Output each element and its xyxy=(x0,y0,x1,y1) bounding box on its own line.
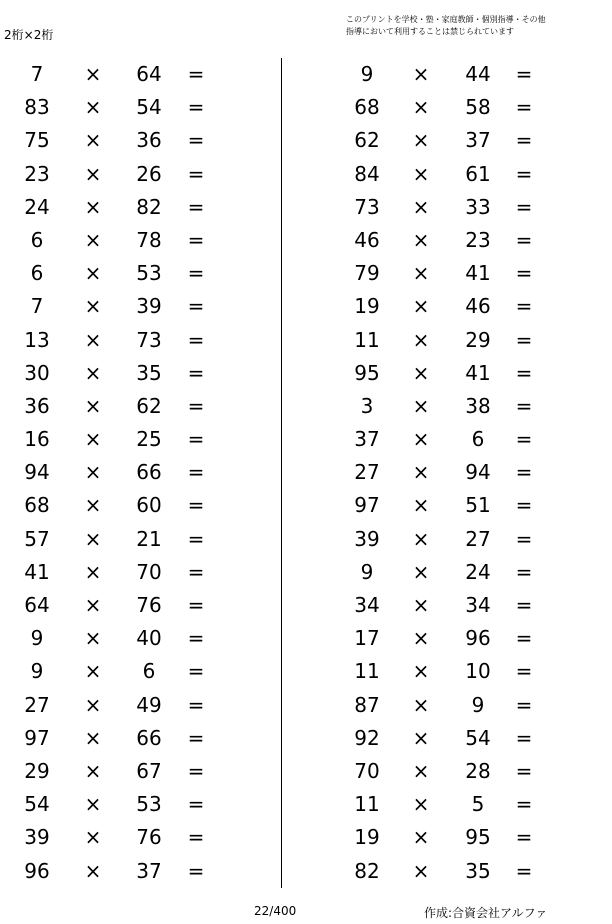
problem-row xyxy=(0,290,280,323)
problem-row xyxy=(0,91,280,124)
multiplicand: 27 xyxy=(354,460,380,485)
equals-sign: = xyxy=(515,128,533,153)
equals-sign: = xyxy=(187,559,205,584)
problem-row xyxy=(0,523,280,556)
equals-sign: = xyxy=(515,261,533,286)
problem-row xyxy=(0,124,280,157)
problem-row xyxy=(0,689,280,722)
multiplicand: 82 xyxy=(354,858,380,883)
multiplier: 27 xyxy=(465,526,491,551)
usage-notice-line-2: 指導において利用することは禁じられています xyxy=(346,27,514,36)
times-sign: × xyxy=(412,393,430,418)
times-sign: × xyxy=(84,261,102,286)
multiplicand: 7 xyxy=(30,294,44,319)
times-sign: × xyxy=(412,725,430,750)
multiplicand: 41 xyxy=(24,559,50,584)
equals-sign: = xyxy=(187,194,205,219)
multiplier: 10 xyxy=(465,659,491,684)
multiplicand: 87 xyxy=(354,692,380,717)
problem-row xyxy=(330,191,610,224)
problem-row xyxy=(330,290,610,323)
multiplicand: 9 xyxy=(360,62,374,86)
problem-row xyxy=(0,821,280,854)
equals-sign: = xyxy=(515,427,533,452)
multiplicand: 68 xyxy=(354,95,380,120)
equals-sign: = xyxy=(187,626,205,651)
equals-sign: = xyxy=(187,758,205,783)
multiplicand: 9 xyxy=(30,659,44,684)
problem-row xyxy=(330,257,610,290)
times-sign: × xyxy=(412,526,430,551)
equals-sign: = xyxy=(187,593,205,617)
problem-row xyxy=(330,755,610,788)
problem-row xyxy=(330,655,610,688)
equals-sign: = xyxy=(515,858,533,883)
multiplier: 23 xyxy=(465,227,491,252)
times-sign: × xyxy=(412,692,430,717)
times-sign: × xyxy=(412,659,430,684)
column-divider xyxy=(281,58,282,888)
equals-sign: = xyxy=(515,460,533,485)
problem-row xyxy=(0,357,280,390)
times-sign: × xyxy=(84,692,102,717)
multiplicand: 19 xyxy=(354,825,380,850)
multiplicand: 68 xyxy=(24,493,50,518)
multiplier: 37 xyxy=(465,128,491,153)
problem-row xyxy=(330,423,610,456)
multiplier: 36 xyxy=(136,128,162,153)
problem-row xyxy=(0,755,280,788)
multiplicand: 16 xyxy=(24,427,50,452)
equals-sign: = xyxy=(515,692,533,717)
equals-sign: = xyxy=(187,460,205,485)
multiplier: 21 xyxy=(136,526,162,551)
multiplicand: 30 xyxy=(24,360,50,385)
problem-row xyxy=(330,788,610,821)
multiplicand: 57 xyxy=(24,526,50,551)
equals-sign: = xyxy=(187,792,205,817)
problem-row xyxy=(0,390,280,423)
multiplicand: 70 xyxy=(354,758,380,783)
multiplier: 51 xyxy=(465,493,491,518)
multiplier: 64 xyxy=(136,62,162,86)
problem-row xyxy=(0,456,280,489)
times-sign: × xyxy=(412,327,430,352)
times-sign: × xyxy=(84,626,102,651)
multiplicand: 94 xyxy=(24,460,50,485)
multiplicand: 54 xyxy=(24,792,50,817)
equals-sign: = xyxy=(515,493,533,518)
problem-row xyxy=(330,556,610,589)
equals-sign: = xyxy=(187,294,205,319)
problem-row xyxy=(0,788,280,821)
multiplicand: 84 xyxy=(354,161,380,186)
equals-sign: = xyxy=(515,161,533,186)
equals-sign: = xyxy=(515,626,533,651)
times-sign: × xyxy=(412,360,430,385)
times-sign: × xyxy=(84,393,102,418)
times-sign: × xyxy=(84,659,102,684)
equals-sign: = xyxy=(515,194,533,219)
multiplier: 82 xyxy=(136,194,162,219)
multiplier: 73 xyxy=(136,327,162,352)
times-sign: × xyxy=(412,792,430,817)
problem-row xyxy=(0,489,280,522)
times-sign: × xyxy=(84,427,102,452)
equals-sign: = xyxy=(187,858,205,883)
multiplier: 94 xyxy=(465,460,491,485)
multiplier: 62 xyxy=(136,393,162,418)
right-problem-column xyxy=(330,58,610,888)
multiplier: 35 xyxy=(465,858,491,883)
problem-row xyxy=(0,655,280,688)
multiplier: 78 xyxy=(136,227,162,252)
problem-row xyxy=(330,855,610,888)
problem-row xyxy=(0,556,280,589)
left-problem-column xyxy=(0,58,280,888)
problem-row xyxy=(330,821,610,854)
multiplicand: 39 xyxy=(24,825,50,850)
multiplicand: 95 xyxy=(354,360,380,385)
times-sign: × xyxy=(412,194,430,219)
equals-sign: = xyxy=(187,725,205,750)
equals-sign: = xyxy=(187,261,205,286)
multiplicand: 29 xyxy=(24,758,50,783)
equals-sign: = xyxy=(187,393,205,418)
problem-row xyxy=(330,390,610,423)
times-sign: × xyxy=(412,427,430,452)
problem-row xyxy=(0,224,280,257)
multiplicand: 9 xyxy=(30,626,44,651)
multiplier: 40 xyxy=(136,626,162,651)
equals-sign: = xyxy=(515,294,533,319)
multiplicand: 3 xyxy=(360,393,374,418)
multiplicand: 75 xyxy=(24,128,50,153)
multiplier: 28 xyxy=(465,758,491,783)
multiplicand: 92 xyxy=(354,725,380,750)
times-sign: × xyxy=(412,227,430,252)
times-sign: × xyxy=(412,460,430,485)
equals-sign: = xyxy=(515,792,533,817)
times-sign: × xyxy=(412,493,430,518)
multiplier: 66 xyxy=(136,460,162,485)
multiplier: 24 xyxy=(465,559,491,584)
times-sign: × xyxy=(84,327,102,352)
times-sign: × xyxy=(412,825,430,850)
multiplier: 66 xyxy=(136,725,162,750)
problem-row xyxy=(0,722,280,755)
equals-sign: = xyxy=(515,227,533,252)
problem-row xyxy=(0,324,280,357)
equals-sign: = xyxy=(187,62,205,86)
times-sign: × xyxy=(84,194,102,219)
multiplicand: 9 xyxy=(360,559,374,584)
times-sign: × xyxy=(84,493,102,518)
times-sign: × xyxy=(84,559,102,584)
times-sign: × xyxy=(84,792,102,817)
problem-row xyxy=(330,357,610,390)
multiplicand: 96 xyxy=(24,858,50,883)
multiplier: 54 xyxy=(136,95,162,120)
multiplicand: 7 xyxy=(30,62,44,86)
multiplier: 76 xyxy=(136,593,162,617)
multiplier: 53 xyxy=(136,261,162,286)
times-sign: × xyxy=(84,725,102,750)
multiplicand: 62 xyxy=(354,128,380,153)
times-sign: × xyxy=(84,825,102,850)
problem-row xyxy=(0,622,280,655)
times-sign: × xyxy=(412,95,430,120)
problem-row xyxy=(0,158,280,191)
equals-sign: = xyxy=(187,360,205,385)
problem-row xyxy=(0,423,280,456)
equals-sign: = xyxy=(187,659,205,684)
times-sign: × xyxy=(412,128,430,153)
equals-sign: = xyxy=(515,725,533,750)
problem-row xyxy=(330,589,610,622)
problem-row xyxy=(330,224,610,257)
multiplier: 76 xyxy=(136,825,162,850)
multiplier: 33 xyxy=(465,194,491,219)
times-sign: × xyxy=(412,559,430,584)
multiplier: 96 xyxy=(465,626,491,651)
multiplicand: 79 xyxy=(354,261,380,286)
problem-row xyxy=(0,589,280,622)
times-sign: × xyxy=(412,261,430,286)
multiplicand: 64 xyxy=(24,593,50,617)
times-sign: × xyxy=(84,62,102,86)
multiplier: 29 xyxy=(465,327,491,352)
problem-row xyxy=(330,689,610,722)
equals-sign: = xyxy=(515,559,533,584)
multiplicand: 34 xyxy=(354,593,380,617)
times-sign: × xyxy=(84,294,102,319)
problem-row xyxy=(0,855,280,888)
equals-sign: = xyxy=(187,526,205,551)
multiplier: 46 xyxy=(465,294,491,319)
problem-row xyxy=(330,523,610,556)
problem-row xyxy=(330,456,610,489)
multiplicand: 36 xyxy=(24,393,50,418)
multiplier: 95 xyxy=(465,825,491,850)
equals-sign: = xyxy=(515,526,533,551)
worksheet-title: 2桁×2桁 xyxy=(4,28,54,42)
times-sign: × xyxy=(412,62,430,86)
times-sign: × xyxy=(84,227,102,252)
multiplicand: 37 xyxy=(354,427,380,452)
problem-row xyxy=(0,58,280,91)
problem-row xyxy=(330,489,610,522)
equals-sign: = xyxy=(187,493,205,518)
problem-row xyxy=(330,158,610,191)
equals-sign: = xyxy=(187,427,205,452)
equals-sign: = xyxy=(187,227,205,252)
multiplicand: 83 xyxy=(24,95,50,120)
times-sign: × xyxy=(412,858,430,883)
multiplicand: 17 xyxy=(354,626,380,651)
multiplier: 25 xyxy=(136,427,162,452)
times-sign: × xyxy=(84,128,102,153)
multiplier: 37 xyxy=(136,858,162,883)
multiplier: 9 xyxy=(471,692,485,717)
times-sign: × xyxy=(412,593,430,617)
problem-row xyxy=(330,124,610,157)
multiplier: 6 xyxy=(471,427,485,452)
equals-sign: = xyxy=(187,692,205,717)
multiplier: 26 xyxy=(136,161,162,186)
problem-row xyxy=(330,91,610,124)
multiplier: 5 xyxy=(471,792,485,817)
problem-row xyxy=(0,257,280,290)
equals-sign: = xyxy=(187,825,205,850)
multiplicand: 13 xyxy=(24,327,50,352)
multiplier: 61 xyxy=(465,161,491,186)
times-sign: × xyxy=(84,526,102,551)
multiplicand: 27 xyxy=(24,692,50,717)
times-sign: × xyxy=(84,858,102,883)
multiplier: 6 xyxy=(142,659,156,684)
multiplier: 41 xyxy=(465,261,491,286)
multiplier: 70 xyxy=(136,559,162,584)
multiplier: 54 xyxy=(465,725,491,750)
multiplier: 41 xyxy=(465,360,491,385)
usage-notice xyxy=(346,14,546,38)
equals-sign: = xyxy=(515,825,533,850)
usage-notice-line-1: このプリントを学校・塾・家庭教師・個別指導・その他 xyxy=(346,15,546,24)
multiplicand: 19 xyxy=(354,294,380,319)
multiplicand: 46 xyxy=(354,227,380,252)
multiplicand: 24 xyxy=(24,194,50,219)
times-sign: × xyxy=(84,460,102,485)
times-sign: × xyxy=(412,161,430,186)
equals-sign: = xyxy=(515,758,533,783)
times-sign: × xyxy=(84,758,102,783)
times-sign: × xyxy=(412,294,430,319)
page-number: 22/400 xyxy=(254,904,297,918)
multiplicand: 6 xyxy=(30,227,44,252)
problem-row xyxy=(330,324,610,357)
equals-sign: = xyxy=(187,161,205,186)
problem-row xyxy=(330,622,610,655)
equals-sign: = xyxy=(515,95,533,120)
times-sign: × xyxy=(84,593,102,617)
equals-sign: = xyxy=(187,95,205,120)
equals-sign: = xyxy=(515,659,533,684)
multiplier: 58 xyxy=(465,95,491,120)
problem-row xyxy=(330,58,610,91)
multiplier: 35 xyxy=(136,360,162,385)
multiplicand: 11 xyxy=(354,659,380,684)
times-sign: × xyxy=(412,758,430,783)
multiplier: 44 xyxy=(465,62,491,86)
multiplier: 53 xyxy=(136,792,162,817)
multiplicand: 11 xyxy=(354,327,380,352)
multiplicand: 11 xyxy=(354,792,380,817)
multiplier: 67 xyxy=(136,758,162,783)
multiplier: 60 xyxy=(136,493,162,518)
times-sign: × xyxy=(84,360,102,385)
problem-row xyxy=(330,722,610,755)
equals-sign: = xyxy=(515,593,533,617)
equals-sign: = xyxy=(515,393,533,418)
times-sign: × xyxy=(84,161,102,186)
multiplier: 49 xyxy=(136,692,162,717)
times-sign: × xyxy=(84,95,102,120)
multiplicand: 73 xyxy=(354,194,380,219)
multiplicand: 6 xyxy=(30,261,44,286)
multiplicand: 97 xyxy=(354,493,380,518)
equals-sign: = xyxy=(187,128,205,153)
times-sign: × xyxy=(412,626,430,651)
multiplier: 38 xyxy=(465,393,491,418)
multiplier: 34 xyxy=(465,593,491,617)
equals-sign: = xyxy=(187,327,205,352)
multiplicand: 97 xyxy=(24,725,50,750)
multiplier: 39 xyxy=(136,294,162,319)
equals-sign: = xyxy=(515,360,533,385)
equals-sign: = xyxy=(515,327,533,352)
equals-sign: = xyxy=(515,62,533,86)
author-credit: 作成:合資会社アルファ xyxy=(424,906,548,920)
multiplicand: 23 xyxy=(24,161,50,186)
multiplicand: 39 xyxy=(354,526,380,551)
problem-row xyxy=(0,191,280,224)
